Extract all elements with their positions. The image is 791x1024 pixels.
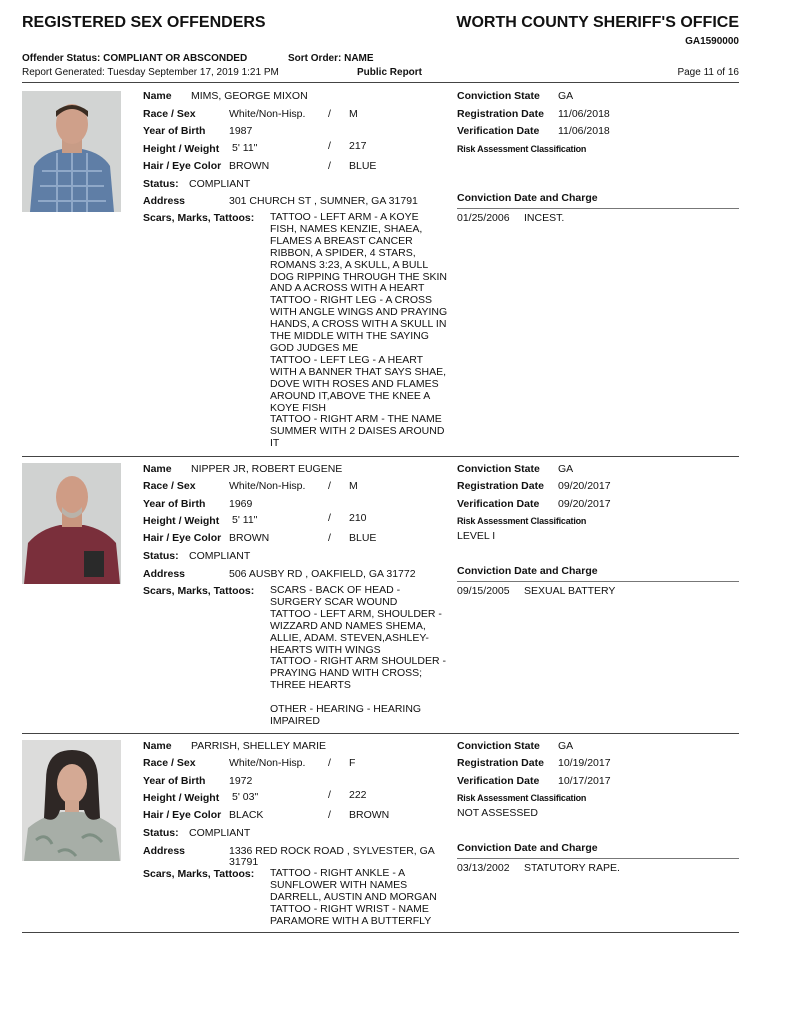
page-number: Page 11 of 16: [677, 67, 739, 78]
report-type: Public Report: [357, 67, 423, 78]
sex-value: M: [349, 480, 358, 492]
scars-label: Scars, Marks, Tattoos:: [143, 212, 255, 224]
race-value: White/Non-Hisp.: [229, 108, 306, 120]
conviction-charge: SEXUAL BATTERY: [524, 585, 616, 597]
risk-label: Risk Assessment Classification: [457, 516, 587, 526]
separator-slash: /: [328, 757, 331, 769]
registration-date-value: 11/06/2018: [558, 108, 610, 120]
registration-date-value: 09/20/2017: [558, 480, 611, 492]
risk-value: LEVEL I: [457, 530, 496, 542]
status-label: Status:: [143, 550, 179, 562]
yob-value: 1969: [229, 498, 253, 510]
height-value: 5' 03": [232, 791, 259, 803]
verification-date-label: Verification Date: [457, 498, 540, 510]
race-sex-label: Race / Sex: [143, 757, 196, 769]
sort-order: Sort Order: NAME: [288, 53, 374, 64]
record-divider: [22, 932, 739, 933]
name-label: Name: [143, 90, 172, 102]
weight-value: 222: [349, 789, 367, 801]
verification-date-label: Verification Date: [457, 125, 540, 137]
weight-value: 210: [349, 512, 367, 524]
conviction-state-label: Conviction State: [457, 740, 540, 752]
hair-value: BLACK: [229, 809, 264, 821]
report-title: REGISTERED SEX OFFENDERS: [22, 14, 266, 31]
conviction-charge: STATUTORY RAPE.: [524, 862, 620, 874]
sheriff-office: WORTH COUNTY SHERIFF'S OFFICE: [456, 14, 739, 31]
registration-date-label: Registration Date: [457, 108, 544, 120]
status-label: Status:: [143, 827, 179, 839]
yob-label: Year of Birth: [143, 498, 206, 510]
conviction-charge-label: Conviction Date and Charge: [457, 842, 598, 854]
separator-slash: /: [328, 140, 331, 152]
offender-photo: [22, 463, 121, 584]
hair-eye-label: Hair / Eye Color: [143, 532, 222, 544]
address-label: Address: [143, 845, 186, 857]
address-label: Address: [143, 568, 186, 580]
eye-value: BROWN: [349, 809, 390, 821]
risk-label: Risk Assessment Classification: [457, 793, 587, 803]
name-label: Name: [143, 740, 172, 752]
conviction-charge-label: Conviction Date and Charge: [457, 192, 598, 204]
yob-label: Year of Birth: [143, 775, 206, 787]
race-sex-label: Race / Sex: [143, 480, 196, 492]
conviction-state-label: Conviction State: [457, 90, 540, 102]
yob-value: 1972: [229, 775, 253, 787]
scars-label: Scars, Marks, Tattoos:: [143, 585, 255, 597]
record-divider: [22, 733, 739, 734]
eye-value: BLUE: [349, 532, 377, 544]
verification-date-value: 11/06/2018: [558, 125, 610, 137]
status-filter: Offender Status: COMPLIANT OR ABSCONDED: [22, 53, 248, 64]
address-label: Address: [143, 195, 186, 207]
separator-slash: /: [328, 512, 331, 524]
sex-value: M: [349, 108, 358, 120]
hair-eye-label: Hair / Eye Color: [143, 160, 222, 172]
separator-slash: /: [328, 809, 331, 821]
offender-photo: [22, 740, 121, 861]
conviction-state-value: GA: [558, 740, 574, 752]
registration-date-label: Registration Date: [457, 480, 544, 492]
address-value-line2: 31791: [229, 856, 259, 868]
name-label: Name: [143, 463, 172, 475]
status-value: COMPLIANT: [189, 550, 251, 562]
address-value: 1336 RED ROCK ROAD , SYLVESTER, GA: [229, 845, 435, 857]
offender-name: PARRISH, SHELLEY MARIE: [191, 740, 326, 752]
record-divider: [22, 456, 739, 457]
offender-name: MIMS, GEORGE MIXON: [191, 90, 308, 102]
risk-value: NOT ASSESSED: [457, 807, 538, 819]
verification-date-value: 09/20/2017: [558, 498, 611, 510]
height-value: 5' 11": [232, 514, 258, 526]
conviction-divider: [457, 581, 739, 582]
agency-code: GA1590000: [685, 36, 739, 47]
verification-date-label: Verification Date: [457, 775, 540, 787]
conviction-date: 09/15/2005: [457, 585, 510, 597]
separator-slash: /: [328, 480, 331, 492]
registration-date-label: Registration Date: [457, 757, 544, 769]
separator-slash: /: [328, 160, 331, 172]
height-weight-label: Height / Weight: [143, 515, 220, 527]
race-sex-label: Race / Sex: [143, 108, 196, 120]
offender-name: NIPPER JR, ROBERT EUGENE: [191, 463, 343, 475]
scars-text: TATTOO - LEFT ARM - A KOYE FISH, NAMES KENZIE, SHAEA, FLAMES A BREAST CANCER RIBBON, A SPIDER, 4 STARS, ROMANS 3:23, A SKULL, A BULL DOG RIPPING THROUGH THE SKIN AND A ACROSS WITH A HEART TATTOO - RIGHT LEG - A CROSS WITH ANGLE WINGS AND PRAYING HANDS, A CROSS WITH A SKULL IN THE MIDDLE WITH THE SAYING GOD JUDGES ME TATTOO - LEFT LEG - A HEART WITH A BANNER THAT SAYS SHAE, DOVE WITH ROSES AND FLAMES AROUND IT,ABOVE THE KNEE A KOYE FISH TATTOO - RIGHT ARM - THE NAME SUMMER WITH 2 DAISES AROUND IT: [270, 211, 448, 450]
registration-date-value: 10/19/2017: [558, 757, 611, 769]
conviction-state-value: GA: [558, 90, 574, 102]
conviction-date: 03/13/2002: [457, 862, 510, 874]
separator-slash: /: [328, 789, 331, 801]
scars-text: SCARS - BACK OF HEAD - SURGERY SCAR WOUND TATTOO - LEFT ARM, SHOULDER - WIZZARD AND NAMES SHEMA, ALLIE, ADAM. STEVEN,ASHLEY- HEARTS WITH WINGS TATTOO - RIGHT ARM SHOULDER - PRAYING HAND WITH CROSS; THREE HEARTS OTHER - HEARING - HEARING IMPAIRED: [270, 584, 446, 727]
hair-eye-label: Hair / Eye Color: [143, 809, 222, 821]
height-weight-label: Height / Weight: [143, 143, 220, 155]
header-divider: [22, 82, 739, 83]
yob-value: 1987: [229, 125, 253, 137]
conviction-divider: [457, 208, 739, 209]
height-weight-label: Height / Weight: [143, 792, 220, 804]
hair-value: BROWN: [229, 160, 270, 172]
status-value: COMPLIANT: [189, 178, 251, 190]
sex-value: F: [349, 757, 356, 769]
conviction-state-value: GA: [558, 463, 574, 475]
status-label: Status:: [143, 178, 179, 190]
conviction-charge-label: Conviction Date and Charge: [457, 565, 598, 577]
height-value: 5' 11": [232, 142, 258, 154]
report-generated: Report Generated: Tuesday September 17, 2019 1:21 PM: [22, 67, 279, 78]
offender-photo: [22, 91, 121, 212]
conviction-date: 01/25/2006: [457, 212, 510, 224]
scars-text: TATTOO - RIGHT ANKLE - A SUNFLOWER WITH NAMES DARRELL, AUSTIN AND MORGAN TATTOO - RIGHT WRIST - NAME PARAMORE WITH A BUTTERFLY: [270, 867, 437, 927]
conviction-divider: [457, 858, 739, 859]
scars-label: Scars, Marks, Tattoos:: [143, 868, 255, 880]
race-value: White/Non-Hisp.: [229, 480, 306, 492]
verification-date-value: 10/17/2017: [558, 775, 611, 787]
address-value: 506 AUSBY RD , OAKFIELD, GA 31772: [229, 568, 416, 580]
yob-label: Year of Birth: [143, 125, 206, 137]
separator-slash: /: [328, 108, 331, 120]
weight-value: 217: [349, 140, 367, 152]
race-value: White/Non-Hisp.: [229, 757, 306, 769]
hair-value: BROWN: [229, 532, 270, 544]
separator-slash: /: [328, 532, 331, 544]
eye-value: BLUE: [349, 160, 377, 172]
status-value: COMPLIANT: [189, 827, 251, 839]
conviction-charge: INCEST.: [524, 212, 565, 224]
risk-label: Risk Assessment Classification: [457, 144, 587, 154]
address-value: 301 CHURCH ST , SUMNER, GA 31791: [229, 195, 418, 207]
conviction-state-label: Conviction State: [457, 463, 540, 475]
